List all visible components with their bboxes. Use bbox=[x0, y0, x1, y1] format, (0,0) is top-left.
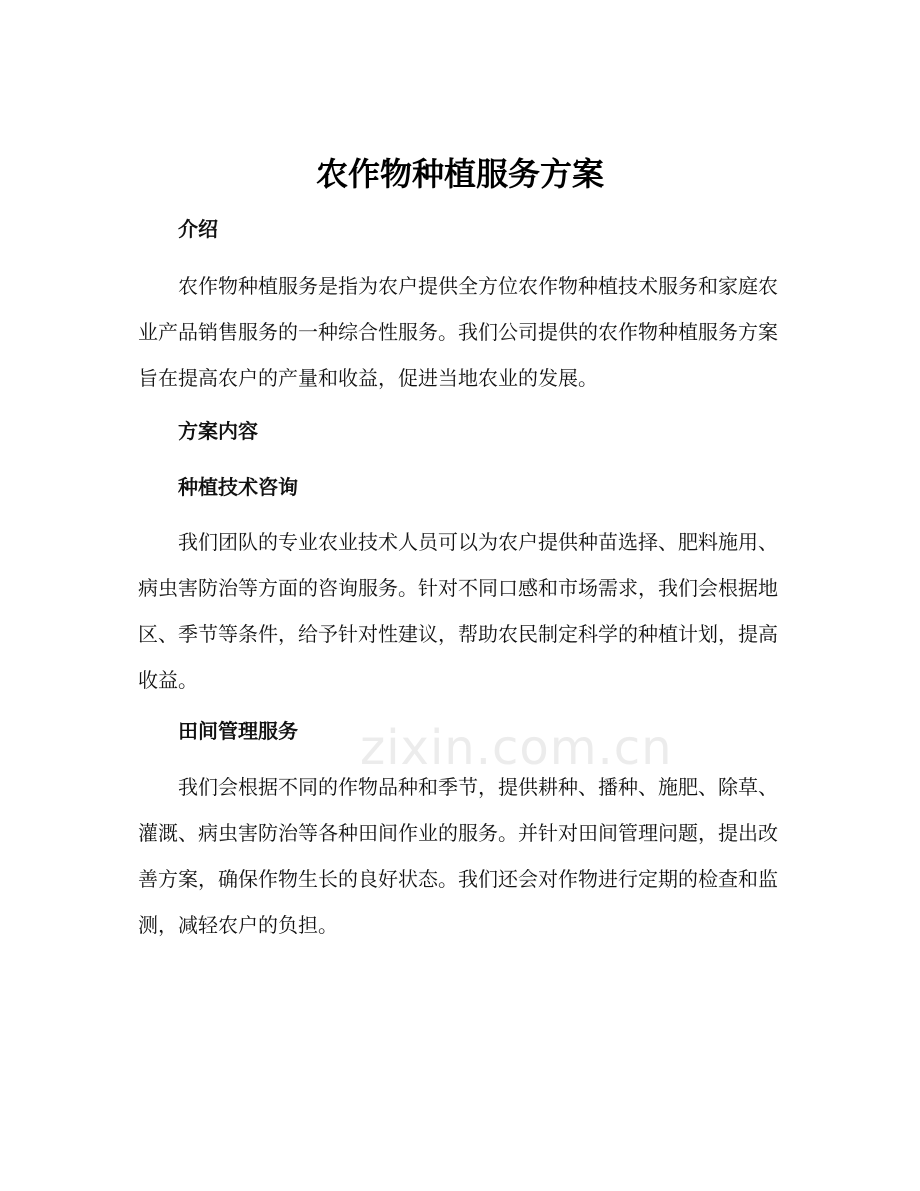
section-heading-intro: 介绍 bbox=[178, 217, 218, 241]
section-heading-plan-content: 方案内容 bbox=[178, 419, 258, 443]
section-heading-consulting: 种植技术咨询 bbox=[178, 475, 298, 499]
section-paragraph-field-management: 我们会根据不同的作物品种和季节，提供耕种、播种、施肥、除草、灌溉、病虫害防治等各种田间作业的服务。并针对田间管理问题，提出改善方案，确保作物生长的良好状态。我们还会对作物进行定期的检查和监测，减轻农户的负担。 bbox=[138, 775, 778, 937]
section-paragraph-consulting: 我们团队的专业农业技术人员可以为农户提供种苗选择、肥料施用、病虫害防治等方面的咨询服务。针对不同口感和市场需求，我们会根据地区、季节等条件，给予针对性建议，帮助农民制定科学的种植计划，提高收益。 bbox=[138, 530, 778, 692]
section-paragraph-intro: 农作物种植服务是指为农户提供全方位农作物种植技术服务和家庭农业产品销售服务的一种综合性服务。我们公司提供的农作物种植服务方案旨在提高农户的产量和收益，促进当地农业的发展。 bbox=[138, 274, 778, 390]
section-heading-field-management: 田间管理服务 bbox=[178, 719, 298, 743]
watermark-text: zixin.com.cn bbox=[360, 720, 673, 776]
document-title: 农作物种植服务方案 bbox=[315, 155, 604, 193]
